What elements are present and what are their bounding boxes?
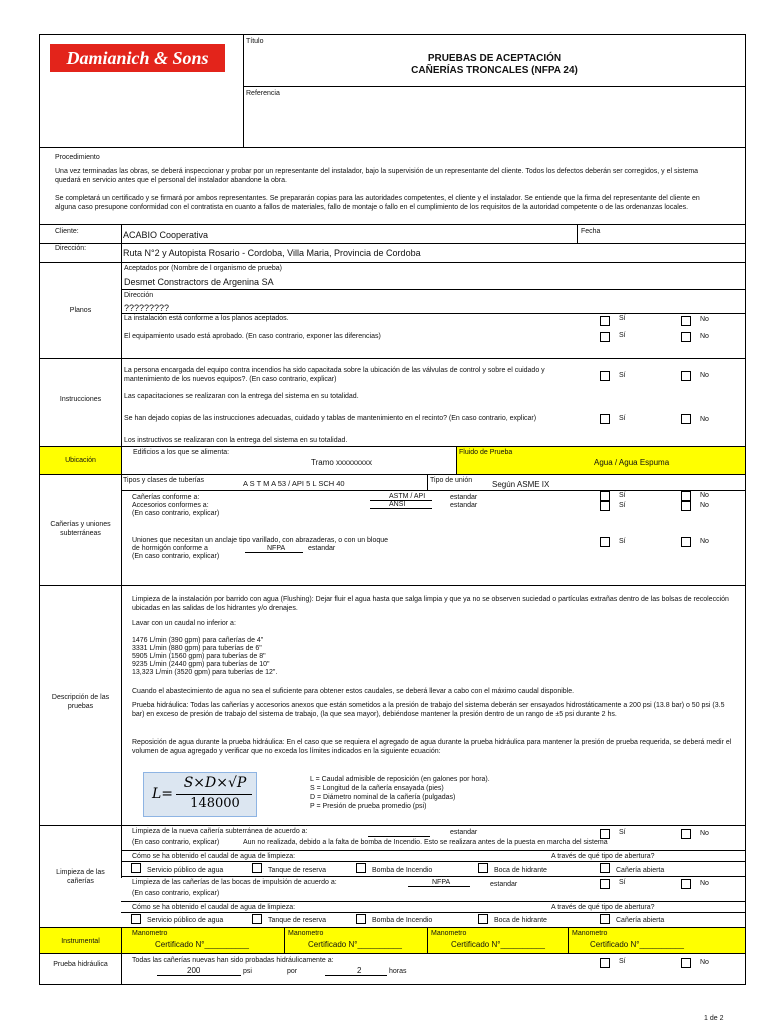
opt2-tanque-checkbox[interactable] [252, 914, 262, 924]
limpieza-label: Limpieza de las cañerías [56, 869, 105, 885]
q2-nfpa: NFPA [267, 545, 286, 552]
desc-c3: 5905 L/min (1560 gpm) para tuberías de 8" [132, 653, 266, 660]
std-ansi: ANSI [389, 501, 406, 508]
prueba-label: Prueba hidráulica [53, 961, 108, 968]
direccion-label: Dirección: [55, 245, 87, 252]
instrucciones-q1: La persona encargada del equipo contra incendios ha sido capacitada sobre la ubicación de las válvulas de control y sobre el cuidado y mantenimiento de los nuevos equipos?. (En caso contrario, explicar) [124, 367, 545, 383]
desc-c4: 9235 L/min (2440 gpm) para tuberías de 10" [132, 661, 270, 668]
si-label: Sí [619, 332, 626, 339]
opt-label: Servicio público de agua [147, 917, 224, 924]
logo-text: Damianich & Sons [66, 48, 209, 68]
inst-col3-value: Certificado N°__________ [451, 940, 545, 949]
var-s: S = Longitud de la cañería ensayada (pies) [310, 785, 444, 792]
union-label: Tipo de unión [430, 477, 473, 484]
no-label: No [700, 372, 709, 379]
prueba-no-checkbox[interactable] [681, 958, 691, 968]
opt-label: Cañería abierta [616, 917, 665, 924]
limp-abert1: A través de qué tipo de abertura? [551, 853, 655, 860]
desc-p1: Limpieza de la instalación por barrido con agua (Flushing): Dejar fluir el agua hasta que salga limpia y que ya no se observen suciedad o partículas extrañas dentro de las bolsas de recolección ubicadas en las salidas de los hidrantes y/o drenajes. [132, 596, 729, 612]
inst-col1-value: Certificado N°__________ [155, 940, 249, 949]
opt-label: Tanque de reserva [268, 917, 326, 924]
canerias-q1c: (En caso contrario, explicar) [132, 510, 220, 517]
q2-estandar: estandar [308, 545, 336, 552]
planos-direccion-value: ????????? [124, 303, 170, 313]
inst-col2-title: Manometro [288, 930, 324, 937]
can-q1b-no-checkbox[interactable] [681, 501, 691, 511]
prueba-psi-value: 200 [187, 966, 201, 975]
si-label: Sí [619, 492, 626, 499]
desc-c5: 13,323 L/min (3520 gpm) para tuberías de 12". [132, 669, 278, 676]
limp-q2-si-checkbox[interactable] [600, 879, 610, 889]
limp-abert2: A través de qué tipo de abertura? [551, 904, 655, 911]
inst-col1-title: Manometro [132, 930, 168, 937]
estandar-1: estandar [450, 494, 478, 501]
fluido-value: Agua / Agua Espuma [594, 458, 670, 467]
can-q1a-no-checkbox[interactable] [681, 491, 691, 501]
inst-col2-value: Certificado N°__________ [308, 940, 402, 949]
no-label: No [700, 316, 709, 323]
cliente-label: Cliente: [55, 228, 79, 235]
prueba-psi-label: psi [243, 968, 252, 975]
desc-p4: Reposición de agua durante la prueba hidráulica: En el caso que se requiera el agregado de agua durante la prueba hidráulica para mantener la presión de prueba requerida, se deberá medir el volumen de agua agregado y verificar que no exceda los límites indicados en la siguiente ecuación: [132, 739, 732, 755]
can-q2-no-checkbox[interactable] [681, 537, 691, 547]
opt-label: Bomba de Incendio [372, 917, 433, 924]
title-line-2: CAÑERÍAS TRONCALES (NFPA 24) [411, 65, 578, 76]
var-p: P = Presión de prueba promedio (psi) [310, 803, 427, 810]
instrucciones-q2: Se han dejado copias de las instrucciones adecuadas, cuidado y tablas de mantenimiento en el recinto? (En caso contrario, explicar) [124, 415, 537, 422]
page-title [244, 53, 745, 77]
prueba-horas-label: horas [389, 968, 407, 975]
desc-c1: 1476 L/min (390 gpm) para cañerías de 4" [132, 637, 264, 644]
can-q1a-si-checkbox[interactable] [600, 491, 610, 501]
desc-p3: Prueba hidráulica: Todas las cañerías y accesorios anexos que están sometidos a la presión de trabajo del sistema deberán ser ensayados hidrostáticamente a 200 psi (13.8 bar) o 50 psi (3.5 bar) en exceso de presión de trabajo del sistema de trabajo, (la que sea mayor), debiéndose mantener la presión dentro de un rango de ±5 psi durante 2 hs. [132, 702, 725, 718]
var-d: D = Diámetro nominal de la cañería (pulgadas) [310, 794, 456, 801]
union-value: Según ASME IX [492, 480, 550, 489]
can-q2-si-checkbox[interactable] [600, 537, 610, 547]
tipos-label: Tipos y clases de tuberías [123, 477, 205, 484]
si-label: Sí [619, 502, 626, 509]
desc-caudal-label: Lavar con un caudal no inferior a: [132, 620, 236, 627]
instrucciones-label: Instrucciones [59, 396, 102, 403]
canerias-q2c: (En caso contrario, explicar) [132, 553, 220, 560]
no-label: No [700, 416, 709, 423]
fecha-label: Fecha [581, 228, 601, 235]
limp-q2-estandar: estandar [490, 881, 518, 888]
opt-label: Servicio público de agua [147, 867, 224, 874]
no-label: No [700, 502, 709, 509]
no-label: No [700, 959, 709, 966]
formula-box [143, 772, 257, 817]
limp-q1: Limpieza de la nueva cañería subterránea de acuerdo a: [132, 828, 308, 835]
opt1-boca-checkbox[interactable] [478, 863, 488, 873]
opt-label: Tanque de reserva [268, 867, 326, 874]
instrumental-label: Instrumental [61, 938, 100, 945]
company-logo [50, 44, 225, 72]
instrucciones-n1: Las capacitaciones se realizaran con la entrega del sistema en su totalidad. [124, 393, 359, 400]
instr-q2-no-checkbox[interactable] [681, 414, 691, 424]
var-l: L = Caudal admisible de reposición (en galones por hora). [310, 776, 490, 783]
opt2-bomba-checkbox[interactable] [356, 914, 366, 924]
edificios-value: Tramo xxxxxxxxx [311, 458, 373, 467]
no-label: No [700, 830, 709, 837]
instr-q1-si-checkbox[interactable] [600, 371, 610, 381]
limp-q1b: (En caso contrario, explicar) [132, 839, 220, 846]
no-label: No [700, 492, 709, 499]
si-label: Sí [619, 372, 626, 379]
planos-q2-si-checkbox[interactable] [600, 332, 610, 342]
ubicacion-label: Ubicación [65, 457, 96, 464]
opt-label: Boca de hidrante [494, 867, 547, 874]
limp-q2-nfpa: NFPA [432, 879, 451, 886]
direccion-value: Ruta N°2 y Autopista Rosario - Cordoba, Villa Maria, Provincia de Cordoba [123, 248, 421, 258]
prueba-por-label: por [287, 968, 298, 975]
si-label: Sí [619, 958, 626, 965]
planos-q2: El equipamiento usado está aprobado. (En caso contrario, exponer las diferencias) [124, 333, 381, 340]
no-label: No [700, 880, 709, 887]
canerias-q1a: Cañerías conforme a: [132, 494, 200, 501]
fluido-label: Fluido de Prueba [459, 449, 513, 456]
page-number: 1 de 2 [704, 1015, 724, 1022]
si-label: Sí [619, 415, 626, 422]
tipos-value: A S T M A 53 / API 5 L SCH 40 [243, 479, 345, 488]
opt-label: Bomba de Incendio [372, 867, 433, 874]
si-label: Sí [619, 879, 626, 886]
limp-q2b: (En caso contrario, explicar) [132, 890, 220, 897]
can-q1b-si-checkbox[interactable] [600, 501, 610, 511]
prueba-si-checkbox[interactable] [600, 958, 610, 968]
limp-obt2: Cómo se ha obtenido el caudal de agua de limpieza: [132, 904, 296, 911]
limp-obt1: Cómo se ha obtenido el caudal de agua de limpieza: [132, 853, 296, 860]
referencia-label: Referencia [246, 90, 280, 97]
opt2-servicio-checkbox[interactable] [131, 914, 141, 924]
opt1-caneria-checkbox[interactable] [600, 863, 610, 873]
planos-label: Planos [69, 307, 92, 314]
limp-q1-estandar: estandar [450, 829, 478, 836]
cliente-value: ACABIO Cooperativa [123, 230, 209, 240]
limp-q1-si-checkbox[interactable] [600, 829, 610, 839]
limp-q1-no-checkbox[interactable] [681, 829, 691, 839]
limp-q2: Limpieza de las cañerías de las bocas de impulsión de acuerdo a: [132, 879, 337, 886]
opt1-servicio-checkbox[interactable] [131, 863, 141, 873]
prueba-q: Todas las cañerías nuevas han sido probadas hidráulicamente a: [132, 957, 334, 964]
no-label: No [700, 333, 709, 340]
aceptados-value: Desmet Constractors de Argenina SA [124, 277, 274, 287]
canerias-q2b: de hormigón conforme a [132, 545, 208, 552]
inst-col3-title: Manometro [431, 930, 467, 937]
si-label: Sí [619, 315, 626, 322]
instr-q1-no-checkbox[interactable] [681, 371, 691, 381]
formula-numerator: S×D×√P [183, 775, 247, 791]
descripcion-label: Descripción de las pruebas [51, 694, 110, 710]
planos-q2-no-checkbox[interactable] [681, 332, 691, 342]
canerias-q2a: Uniones que necesitan un anclaje tipo varillado, con abrazaderas, o con un bloque [132, 537, 389, 544]
planos-direccion-label: Dirección [124, 292, 154, 299]
instrucciones-n2: Los instructivos se realizaran con la entrega del sistema en su totalidad. [124, 437, 348, 444]
procedimiento-p2: Se completará un certificado y se firmará por ambos representantes. Se prepararán copias para las autoridades competentes, el cliente y el instalador. Se entiende que la firma del representante del cliente en alguna caso presupone conformidad con el contratista en cuanto a fallos de materiales, fallo de montaje o fallo en el cumplimiento de los requisitos de la autoridad competente o de las ordenanzas locales. [55, 195, 700, 211]
opt-label: Boca de hidrante [494, 917, 547, 924]
title-line-1: PRUEBAS DE ACEPTACIÓN [427, 53, 562, 64]
std-astm: ASTM / API [389, 493, 426, 500]
aceptados-label: Aceptados por (Nombre de l organismo de prueba) [124, 265, 282, 272]
si-label: Sí [619, 538, 626, 545]
opt1-tanque-checkbox[interactable] [252, 863, 262, 873]
formula-lhs: L= [152, 786, 174, 802]
opt-label: Cañería abierta [616, 867, 665, 874]
procedimiento-label: Procedimiento [55, 154, 100, 161]
procedimiento-p1: Una vez terminadas las obras, se deberá inspeccionar y probar por un representante del instalador, bajo la supervisión de un representante del cliente. Todos los defectos deberán ser corregidos, y el sistema quedará en servicio antes que el personal del instalador abandone la obra. [55, 168, 699, 184]
planos-q1: La instalación está conforme a los planos aceptados. [124, 315, 289, 322]
inst-col4-title: Manometro [572, 930, 608, 937]
prueba-horas-value: 2 [357, 966, 362, 975]
si-label: Sí [619, 829, 626, 836]
planos-q1-no-checkbox[interactable] [681, 316, 691, 326]
opt2-boca-checkbox[interactable] [478, 914, 488, 924]
edificios-label: Edificios a los que se alimenta: [133, 449, 230, 456]
titulo-label: Título [246, 38, 264, 45]
formula-denominator: 148000 [190, 796, 240, 811]
limp-q2-no-checkbox[interactable] [681, 879, 691, 889]
opt2-caneria-checkbox[interactable] [600, 914, 610, 924]
desc-c2: 3331 L/min (880 gpm) para tuberías de 6" [132, 645, 262, 652]
estandar-2: estandar [450, 502, 478, 509]
limp-q1-note: Aun no realizada, debido a la falta de bomba de Incendio. Esto se realizara antes de la puesta en marcha del sistema [243, 839, 608, 846]
desc-p2: Cuando el abastecimiento de agua no sea el suficiente para obtener estos caudales, se deberá llevar a cabo con el máximo caudal disponible. [132, 688, 575, 695]
inst-col4-value: Certificado N°__________ [590, 940, 684, 949]
canerias-q1b: Accesorios conformes a: [132, 502, 209, 509]
canerias-label: Cañerías y uniones subterráneas [50, 521, 111, 537]
instr-q2-si-checkbox[interactable] [600, 414, 610, 424]
opt1-bomba-checkbox[interactable] [356, 863, 366, 873]
planos-q1-si-checkbox[interactable] [600, 316, 610, 326]
no-label: No [700, 538, 709, 545]
